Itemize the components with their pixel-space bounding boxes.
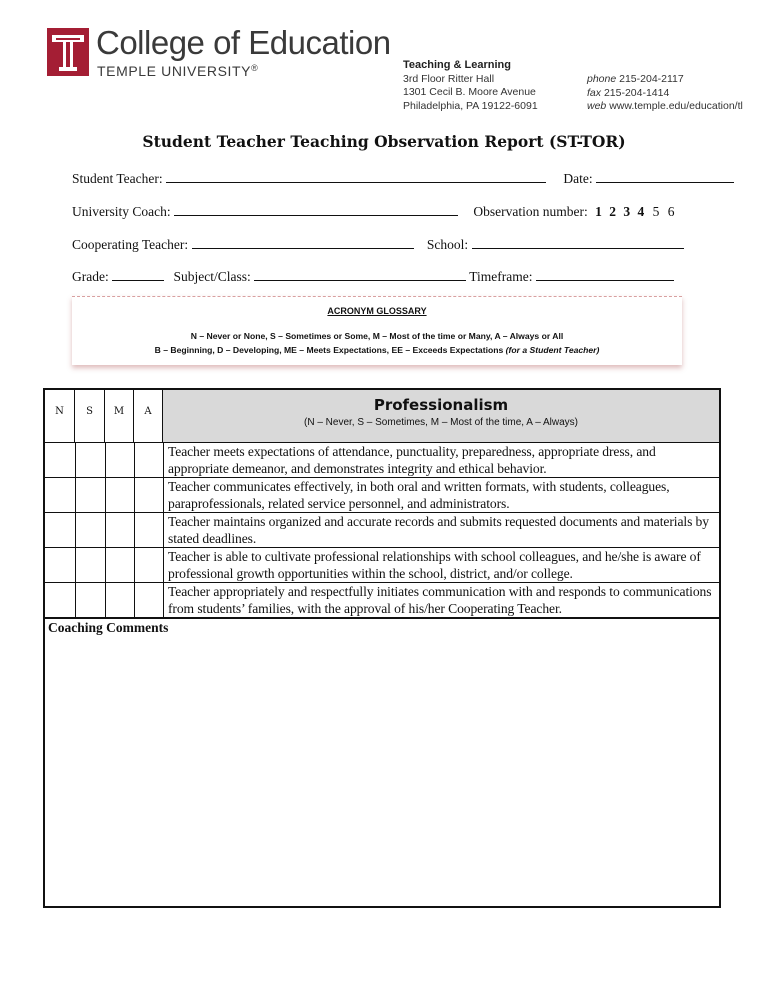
rating-cell-a[interactable] xyxy=(134,478,164,512)
observation-option-1[interactable]: 1 xyxy=(595,204,602,219)
coaching-comments-area[interactable] xyxy=(45,620,719,905)
cooperating-teacher-field[interactable] xyxy=(192,236,414,249)
university-coach-row xyxy=(72,203,674,220)
address-line: 1301 Cecil B. Moore Avenue xyxy=(403,86,536,98)
cooperating-teacher-row xyxy=(72,236,684,253)
rating-cell-m[interactable] xyxy=(105,478,135,512)
section-subtitle: (N – Never, S – Sometimes, M – Most of the time, A – Always) xyxy=(304,417,578,428)
rating-cell-a[interactable] xyxy=(134,548,164,582)
table-header-row xyxy=(45,390,719,443)
college-name: College of Education xyxy=(96,24,391,61)
rating-cell-n[interactable] xyxy=(45,478,76,512)
coaching-comments-label: Coaching Comments xyxy=(48,620,169,635)
glossary-line: B – Beginning, D – Developing, ME – Meets Expectations, EE – Exceeds Expectations (for a Student Teacher) xyxy=(154,345,600,355)
table-row xyxy=(45,513,719,548)
grade-label: Grade: xyxy=(72,269,109,284)
school-label: School: xyxy=(426,237,469,252)
document-title: Student Teacher Teaching Observation Report (ST-TOR) xyxy=(142,132,626,151)
rating-cell-n[interactable] xyxy=(45,548,76,582)
rating-cell-m[interactable] xyxy=(105,443,135,477)
fax-line: fax 215-204-1414 xyxy=(587,86,670,99)
rating-header-a: A xyxy=(134,390,163,442)
address-line: Philadelphia, PA 19122-6091 xyxy=(403,99,538,112)
university-name: TEMPLE UNIVERSITY® xyxy=(97,63,259,79)
date-field[interactable] xyxy=(596,170,734,183)
acronym-glossary xyxy=(72,296,682,365)
table-row xyxy=(45,583,719,619)
rating-cell-a[interactable] xyxy=(134,513,164,547)
rating-cell-m[interactable] xyxy=(105,583,135,617)
glossary-line: N – Never or None, S – Sometimes or Some, M – Most of the time or Many, A – Always or All xyxy=(190,331,564,341)
subject-field[interactable] xyxy=(254,268,466,281)
table-row xyxy=(45,548,719,583)
observation-number-label: Observation number xyxy=(473,204,584,219)
contact-info xyxy=(587,73,743,114)
subject-label: Subject/Class: xyxy=(173,269,251,284)
rating-cell-a[interactable] xyxy=(134,583,164,617)
university-coach-field[interactable] xyxy=(174,203,458,216)
department-title: Teaching & Learning xyxy=(403,59,511,71)
observation-option-5[interactable]: 5 xyxy=(652,204,660,219)
temple-t-logo xyxy=(47,28,89,76)
rating-cell-a[interactable] xyxy=(134,443,164,477)
grade-subject-row xyxy=(72,268,674,285)
timeframe-label: Timeframe: xyxy=(469,269,533,284)
table-row xyxy=(45,478,719,513)
rating-cell-n[interactable] xyxy=(45,583,76,617)
date-label: Date: xyxy=(563,171,593,186)
section-title: Professionalism xyxy=(373,396,509,414)
rating-cell-s[interactable] xyxy=(75,513,106,547)
timeframe-field[interactable] xyxy=(536,268,674,281)
cooperating-teacher-label: Cooperating Teacher: xyxy=(72,237,189,252)
rating-header-s: S xyxy=(75,390,105,442)
rating-cell-s[interactable] xyxy=(75,548,106,582)
glossary-title: ACRONYM GLOSSARY xyxy=(327,306,427,316)
phone-line: phone 215-204-2117 xyxy=(587,73,684,85)
professionalism-table xyxy=(43,388,721,908)
school-field[interactable] xyxy=(472,236,684,249)
rating-header-m: M xyxy=(105,390,134,442)
observation-option-4[interactable]: 4 xyxy=(637,204,645,219)
web-line: web www.temple.edu/education/tl xyxy=(587,100,743,112)
section-header xyxy=(163,390,719,442)
university-coach-label: University Coach: xyxy=(72,204,171,219)
table-row xyxy=(45,443,719,478)
criterion-text: Teacher maintains organized and accurate records and submits requested documents and materials by stated deadlines. xyxy=(168,514,709,546)
rating-header-n: N xyxy=(45,390,75,442)
observation-option-3[interactable]: 3 xyxy=(623,204,631,219)
rating-cell-n[interactable] xyxy=(45,443,76,477)
rating-cell-s[interactable] xyxy=(75,443,106,477)
criterion-text: Teacher meets expectations of attendance, punctuality, preparedness, appropriate dress, and appropriate demeanor, and demonstrates integrity and ethical behavior. xyxy=(168,444,656,476)
criterion-text: Teacher appropriately and respectfully initiates communication with and responds to communications from students’ families, with the approval of his/her Cooperating Teacher. xyxy=(168,584,712,616)
rating-cell-m[interactable] xyxy=(105,548,135,582)
rating-cell-s[interactable] xyxy=(75,478,106,512)
rating-cell-s[interactable] xyxy=(75,583,106,617)
department-address xyxy=(403,59,538,113)
grade-field[interactable] xyxy=(112,268,164,281)
student-teacher-row: Student Teacher: Date: xyxy=(72,170,734,187)
student-teacher-field[interactable] xyxy=(166,170,546,183)
criterion-text: Teacher is able to cultivate professional relationships with school colleagues, and he/she is aware of professional growth opportunities within the school, district, and/or college. xyxy=(168,549,701,581)
address-line: 3rd Floor Ritter Hall xyxy=(403,72,495,85)
student-teacher-label: Student Teacher xyxy=(72,171,159,186)
rating-cell-n[interactable] xyxy=(45,513,76,547)
observation-option-2[interactable]: 2 xyxy=(609,204,616,219)
observation-option-6[interactable]: 6 xyxy=(667,204,675,219)
observation-number: Observation number: 1 2 3 4 5 6 xyxy=(473,204,675,219)
rating-cell-m[interactable] xyxy=(105,513,135,547)
criterion-text: Teacher communicates effectively, in both oral and written formats, with students, colleagues, paraprofessionals, related service personnel, and administrators. xyxy=(168,479,670,511)
